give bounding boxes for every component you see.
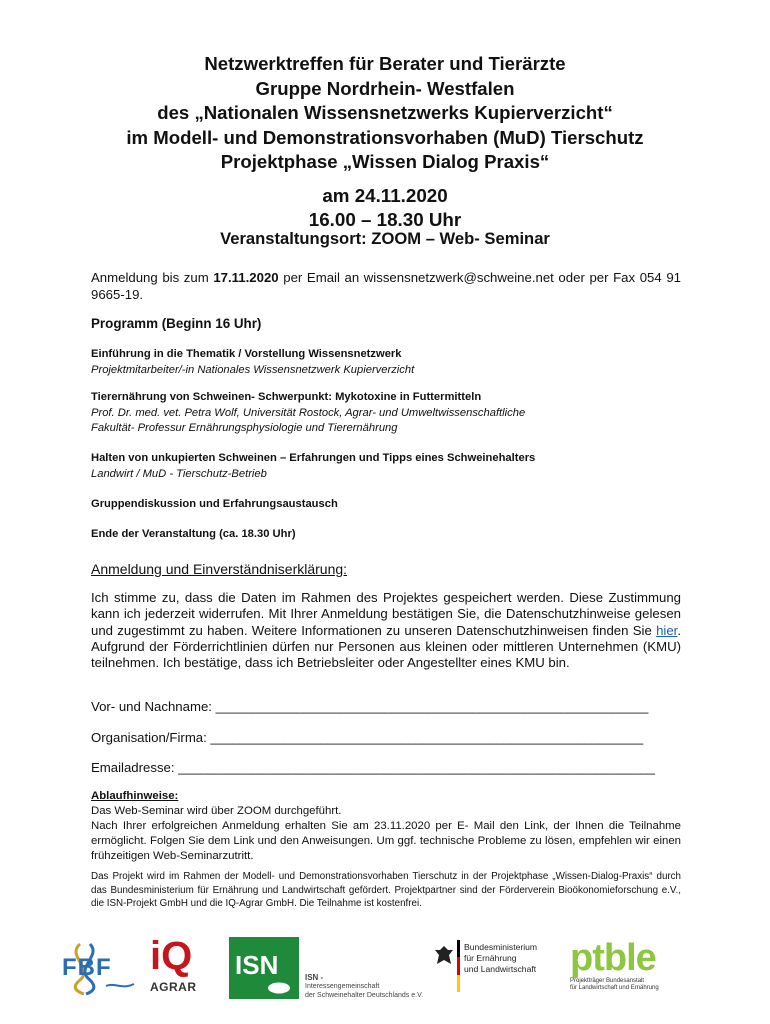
ptble-logo <box>570 938 690 998</box>
email-field[interactable]: Emailadresse: _________________________________________________________________ <box>91 760 655 775</box>
consent-heading: Anmeldung und Einverständniserklärung: <box>91 561 348 577</box>
privacy-link[interactable]: hier <box>656 622 678 638</box>
agrar-wordmark: AGRAR <box>150 980 197 994</box>
title-line-2: Gruppe Nordrhein- Westfalen <box>255 77 515 99</box>
ptble-sub-2: für Landwirtschaft und Ernährung <box>570 985 659 991</box>
event-date-block <box>70 184 700 232</box>
isn-caption-line-3: der Schweinehalter Deutschlands e.V. <box>305 992 424 999</box>
title-line-1: Netzwerktreffen für Berater und Tierärzte <box>204 53 566 74</box>
iq-wordmark: iQ <box>150 934 193 978</box>
isn-caption-line-2: Interessengemeinschaft <box>305 983 380 990</box>
event-time: 16.00 – 18.30 Uhr <box>308 209 462 230</box>
bmel-line-1: Bundesministerium <box>464 942 538 952</box>
program-item-title: Gruppendiskussion und Erfahrungsaustausch <box>91 498 338 510</box>
isn-logo <box>229 937 299 999</box>
pig-icon <box>265 981 293 995</box>
registration-deadline: 17.11.2020 <box>213 270 279 285</box>
document-title <box>70 52 700 175</box>
program-item-title: Halten von unkupierten Schweinen – Erfahrungen und Tipps eines Schweinehalters <box>91 452 536 464</box>
registration-prefix: Anmeldung bis zum <box>91 270 214 285</box>
program-item-speaker: Prof. Dr. med. vet. Petra Wolf, Universität Rostock, Agrar- und Umweltwissenschaftliche <box>91 406 526 419</box>
registration-suffix: per Email an wissensnetzwerk@schweine.net oder per Fax 054 91 9665-19. <box>91 270 682 302</box>
consent-text-part1: Ich stimme zu, dass die Daten im Rahmen des Projektes gespeichert werden. Diese Zustimmung kann ich jederzeit widerrufen. Mit Ihrer Anmeldung bestätigen Sie, die Datenschutzhinweise gelesen und zugestimmt zu haben. Weitere Informationen zu unseren Datenschutzhinweisen finden Sie <box>91 590 681 638</box>
notes-line-1: Das Web-Seminar wird über ZOOM durchgeführt. <box>91 805 342 817</box>
program-item-speaker: Landwirt / MuD - Tierschutz-Betrieb <box>91 467 267 480</box>
consent-text-part2: . Aufgrund der Förderrichtlinien dürfen nur Personen aus kleinen oder mittleren Unternehmen (KMU) teilnehmen. Ich bestätige, dass ich Betriebsleiter oder Angestellter eines KMU bin. <box>91 622 681 671</box>
fbf-wordmark: FBF <box>62 954 112 981</box>
program-item <box>91 497 691 513</box>
organisation-field[interactable]: Organisation/Firma: ___________________________________________________________ <box>91 730 644 745</box>
title-line-3: des „Nationalen Wissensnetzwerks Kupierverzicht“ <box>157 102 613 123</box>
event-venue: Veranstaltungsort: ZOOM – Web- Seminar <box>220 229 550 248</box>
isn-wordmark: ISN <box>235 950 279 980</box>
fbf-logo <box>58 940 138 996</box>
ptble-sub-1: Projektträger Bundesanstalt <box>570 978 645 984</box>
registration-info <box>91 270 681 303</box>
bmel-text <box>464 942 537 975</box>
notes-heading: Ablaufhinweise: <box>91 790 179 802</box>
program-item <box>91 527 691 543</box>
bmel-line-3: und Landwirtschaft <box>464 964 537 974</box>
title-line-4: im Modell- und Demonstrationsvorhaben (MuD) Tierschutz <box>126 126 644 148</box>
procedure-notes <box>91 789 681 864</box>
name-field[interactable]: Vor- und Nachname: ___________________________________________________________ <box>91 699 649 714</box>
program-heading: Programm (Beginn 16 Uhr) <box>91 316 262 331</box>
program-item <box>91 390 691 437</box>
program-item <box>91 347 691 378</box>
title-line-5: Projektphase „Wissen Dialog Praxis“ <box>220 151 550 172</box>
bmel-line-2: für Ernährung <box>464 953 517 963</box>
isn-caption-label: ISN - <box>305 973 324 982</box>
isn-caption <box>305 973 455 1000</box>
flag-bar <box>457 940 460 992</box>
program-item-speaker-cont: Fakultät- Professur Ernährungsphysiologie und Tierernährung <box>91 422 398 434</box>
ptble-wordmark: ptble <box>570 937 656 979</box>
program-item-speaker: Projektmitarbeiter/-in Nationales Wissensnetzwerk Kupierverzicht <box>91 363 415 376</box>
program-item-title: Tierernährung von Schweinen- Schwerpunkt: Mykotoxine in Futtermitteln <box>91 391 482 403</box>
program-item <box>91 451 691 482</box>
consent-text <box>91 590 681 671</box>
program-item-title: Ende der Veranstaltung (ca. 18.30 Uhr) <box>91 528 296 540</box>
iq-agrar-logo <box>150 936 212 1000</box>
funding-note: Das Projekt wird im Rahmen der Modell- und Demonstrationsvorhaben Tierschutz in der Projektphase „Wissen-Dialog-Praxis“ durch das Bundesministerium für Ernährung und Landwirtschaft gefördert. Projektpartner sind der Förderverein Bioökonomieforschung e.V., die ISN-Projekt GmbH und die IQ-Agrar GmbH. Die Teilnahme ist kostenfrei. <box>91 871 681 910</box>
program-item-title: Einführung in die Thematik / Vorstellung Wissensnetzwerk <box>91 348 402 360</box>
federal-eagle-icon <box>434 944 454 966</box>
notes-line-2: Nach Ihrer erfolgreichen Anmeldung erhalten Sie am 23.11.2020 per E- Mail den Link, der Ihnen die Teilnahme ermöglicht. Folgen Sie dem Link und den Anweisungen. Um ggf. technische Probleme zu lösen, empfehlen wir einen frühzeitigen Web-Seminarzutritt. <box>91 820 681 862</box>
event-date: am 24.11.2020 <box>322 185 448 206</box>
bmel-logo <box>434 940 564 996</box>
